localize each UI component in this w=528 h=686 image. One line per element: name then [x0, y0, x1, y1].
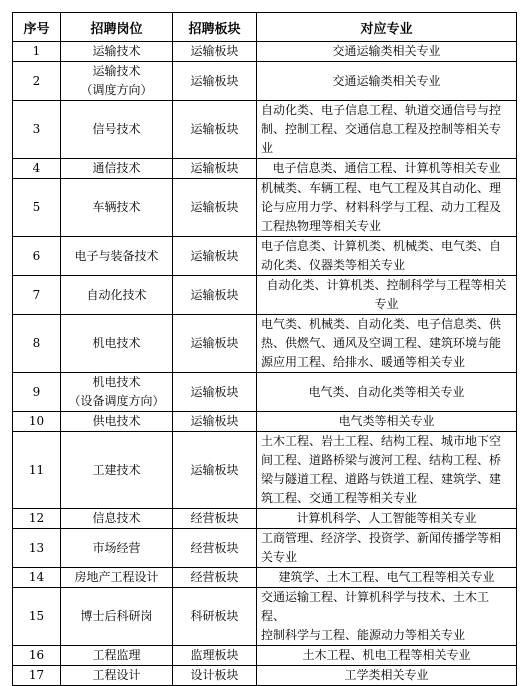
row-num: 14 [13, 568, 61, 588]
row-num: 11 [13, 432, 61, 509]
row-major: 建筑学、土木工程、电气工程等相关专业 [257, 568, 517, 588]
table-row [13, 666, 517, 686]
row-position: 机电技术 （设备调度方向） [61, 373, 173, 412]
table-header-row [13, 13, 517, 42]
row-board: 运输板块 [173, 412, 257, 432]
row-major: 电子信息类、计算机类、机械类、电气类、自 动化类、仪器类等相关专业 [257, 237, 517, 276]
row-major: 计算机科学、人工智能等相关专业 [257, 509, 517, 529]
row-num: 8 [13, 315, 61, 373]
row-position: 工建技术 [61, 432, 173, 509]
table-row [13, 315, 517, 373]
row-major: 交通运输类相关专业 [257, 42, 517, 62]
row-num: 6 [13, 237, 61, 276]
row-num: 1 [13, 42, 61, 62]
row-num: 5 [13, 179, 61, 237]
table-row [13, 412, 517, 432]
row-major: 土木工程、机电工程等相关专业 [257, 646, 517, 666]
header-position: 招聘岗位 [61, 13, 173, 42]
row-num: 15 [13, 588, 61, 646]
row-major: 交通运输类相关专业 [257, 62, 517, 101]
row-position: 工程监理 [61, 646, 173, 666]
row-position: 信息技术 [61, 509, 173, 529]
row-position: 供电技术 [61, 412, 173, 432]
row-position: 自动化技术 [61, 276, 173, 315]
row-position: 市场经营 [61, 529, 173, 568]
row-board: 科研板块 [173, 588, 257, 646]
row-num: 3 [13, 101, 61, 159]
row-board: 运输板块 [173, 101, 257, 159]
table-row [13, 101, 517, 159]
table-row [13, 432, 517, 509]
header-num: 序号 [13, 13, 61, 42]
row-major: 电气类等相关专业 [257, 412, 517, 432]
row-board: 运输板块 [173, 159, 257, 179]
row-num: 12 [13, 509, 61, 529]
row-position: 运输技术 [61, 42, 173, 62]
table-row [13, 529, 517, 568]
table-row [13, 373, 517, 412]
row-board: 运输板块 [173, 42, 257, 62]
row-num: 16 [13, 646, 61, 666]
row-position: 机电技术 [61, 315, 173, 373]
row-major: 电子信息类、通信工程、计算机等相关专业 [257, 159, 517, 179]
row-num: 2 [13, 62, 61, 101]
row-num: 10 [13, 412, 61, 432]
row-position: 电子与装备技术 [61, 237, 173, 276]
table-row [13, 276, 517, 315]
row-major: 自动化类、电子信息工程、轨道交通信号与控 制、控制工程、交通信息工程及控制等相关专业 [257, 101, 517, 159]
row-board: 经营板块 [173, 529, 257, 568]
table-row [13, 568, 517, 588]
row-major: 自动化类、计算机类、控制科学与工程等相关 专业 [257, 276, 517, 315]
row-board: 运输板块 [173, 315, 257, 373]
row-major: 机械类、车辆工程、电气工程及其自动化、理 论与应用力学、材料科学与工程、动力工程及 工程热物理等相关专业 [257, 179, 517, 237]
row-board: 运输板块 [173, 237, 257, 276]
row-position: 工程设计 [61, 666, 173, 686]
recruitment-table [12, 12, 517, 686]
row-num: 9 [13, 373, 61, 412]
row-major: 电气类、机械类、自动化类、电子信息类、供 热、供燃气、通风及空调工程、建筑环境与能 源应用工程、给排水、暖通等相关专业 [257, 315, 517, 373]
table-row [13, 42, 517, 62]
row-major: 工商管理、经济学、投资学、新闻传播学等相 关专业 [257, 529, 517, 568]
header-board: 招聘板块 [173, 13, 257, 42]
table-row [13, 62, 517, 101]
row-major: 工学类相关专业 [257, 666, 517, 686]
row-position: 信号技术 [61, 101, 173, 159]
row-board: 经营板块 [173, 568, 257, 588]
row-num: 7 [13, 276, 61, 315]
row-board: 运输板块 [173, 179, 257, 237]
table-row [13, 588, 517, 646]
row-board: 运输板块 [173, 373, 257, 412]
table-row [13, 646, 517, 666]
table-row [13, 237, 517, 276]
row-num: 4 [13, 159, 61, 179]
row-board: 设计板块 [173, 666, 257, 686]
row-position: 运输技术 （调度方向） [61, 62, 173, 101]
row-position: 博士后科研岗 [61, 588, 173, 646]
row-board: 运输板块 [173, 276, 257, 315]
row-board: 运输板块 [173, 432, 257, 509]
row-position: 房地产工程设计 [61, 568, 173, 588]
row-major: 土木工程、岩土工程、结构工程、城市地下空 间工程、道路桥梁与渡河工程、结构工程、桥 梁与隧道工程、道路与铁道工程、建筑学、建 筑工程、交通工程等相关专业 [257, 432, 517, 509]
table-row [13, 159, 517, 179]
row-num: 17 [13, 666, 61, 686]
row-board: 运输板块 [173, 62, 257, 101]
row-major: 交通运输工程、计算机科学与技术、土木工程、 控制科学与工程、能源动力等相关专业 [257, 588, 517, 646]
table-row [13, 179, 517, 237]
row-board: 经营板块 [173, 509, 257, 529]
row-num: 13 [13, 529, 61, 568]
row-major: 电气类、自动化类等相关专业 [257, 373, 517, 412]
row-position: 通信技术 [61, 159, 173, 179]
header-major: 对应专业 [257, 13, 517, 42]
table-row [13, 509, 517, 529]
row-board: 监理板块 [173, 646, 257, 666]
row-position: 车辆技术 [61, 179, 173, 237]
